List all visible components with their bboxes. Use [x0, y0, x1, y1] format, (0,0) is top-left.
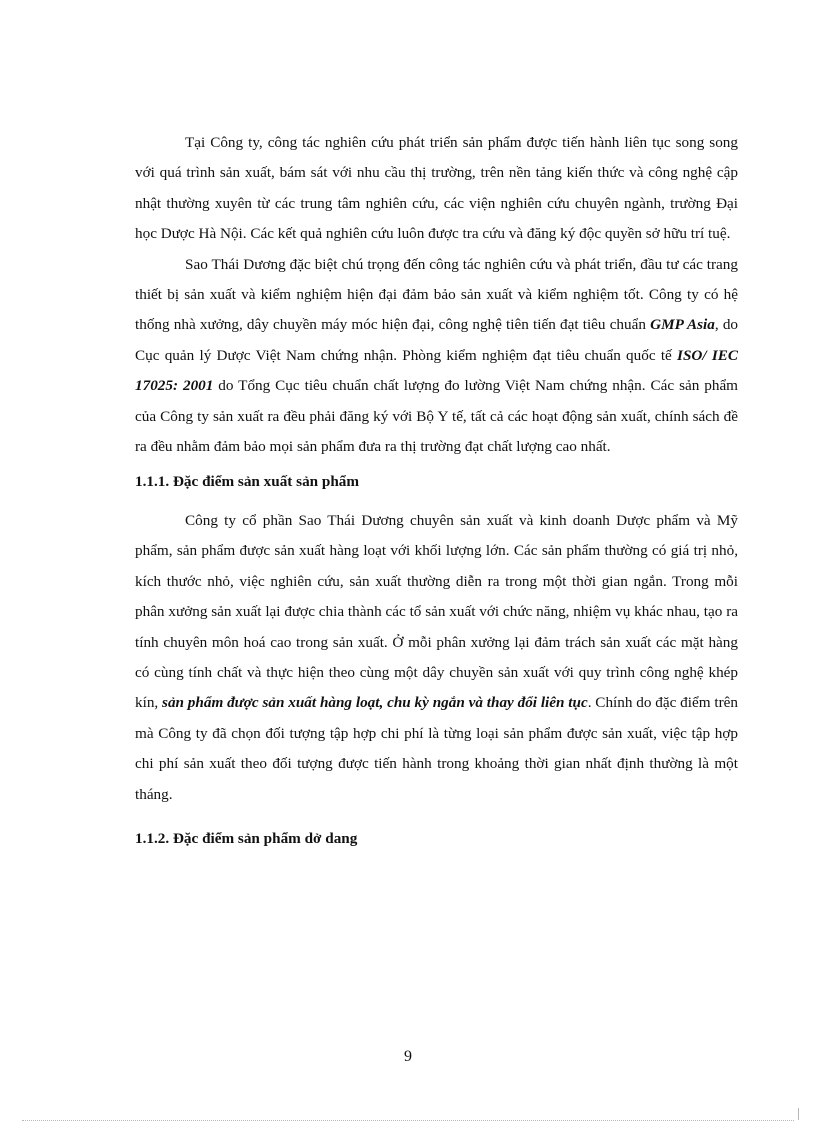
paragraph-production-text-2: . Chính do đặc điểm trên mà Công ty đã chọn đối tượng tập hợp chi phí là từng loại sản phẩm được sản xuất, việc tập hợp chi phí sản xuất theo đối tượng được tiến hành trong khoảng thời gian nhất định thường là một tháng. [135, 694, 738, 803]
document-body [135, 128, 738, 854]
section-heading-1-1-1: 1.1.1. Đặc điểm sản xuất sản phẩm [135, 473, 360, 491]
paragraph-rnd: Tại Công ty, công tác nghiên cứu phát triển sản phẩm được tiến hành liên tục song song với quá trình sản xuất, bám sát với nhu cầu thị trường, trên nền tảng kiến thức và công nghệ cập nhật thường xuyên từ các trung tâm nghiên cứu, các viện nghiên cứu chuyên ngành, trường Đại học Dược Hà Nội. Các kết quả nghiên cứu luôn được tra cứu và đăng ký độc quyền sở hữu trí tuệ. [135, 134, 738, 243]
paragraph-production-text-1: Công ty cổ phần Sao Thái Dương chuyên sản xuất và kinh doanh Dược phẩm và Mỹ phẩm, sản phẩm được sản xuất hàng loạt với khối lượng lớn. Các sản phẩm thường có giá trị nhỏ, kích thước nhỏ, việc nghiên cứu, sản xuất thường diễn ra trong một thời gian ngắn. Trong mỗi phân xưởng sản xuất lại được chia thành các tổ sản xuất với chức năng, nhiệm vụ khác nhau, tạo ra tính chuyên môn hoá cao trong sản xuất. Ở mỗi phân xưởng lại đảm trách sản xuất các mặt hàng có cùng tính chất và thực hiện theo cùng một dây chuyền sản xuất với quy trình công nghệ khép kín, [135, 511, 738, 712]
paragraph-facilities-text-3: do Tổng Cục tiêu chuẩn chất lượng đo lường Việt Nam chứng nhận. Các sản phẩm của Công ty sản xuất ra đều phải đăng ký với Bộ Y tế, tất cả các hoạt động sản xuất, chính sách đề ra đều nhằm đảm bảo mọi sản phẩm đưa ra thị trường đạt chất lượng cao nhất. [135, 377, 738, 456]
page-bottom-divider [22, 1120, 794, 1121]
section-heading-1-1-2: 1.1.2. Đặc điểm sản phẩm dở dang [135, 829, 358, 847]
production-emphasis: sản phẩm được sản xuất hàng loạt, chu kỳ ngắn và thay đổi liên tục [162, 694, 588, 712]
paragraph-production [135, 506, 738, 810]
paragraph-facilities [135, 250, 738, 463]
gmp-standard: GMP Asia [650, 316, 715, 334]
page-number: 9 [404, 1048, 412, 1065]
paragraph-facilities-text-1: Sao Thái Dương đặc biệt chú trọng đến công tác nghiên cứu và phát triển, đầu tư các trang thiết bị sản xuất và kiểm nghiệm hiện đại đảm bảo sản xuất và kiểm nghiệm tốt. Công ty có hệ thống nhà xưởng, dây chuyền máy móc hiện đại, công nghệ tiên tiến đạt tiêu chuẩn [135, 255, 738, 334]
page-corner-mark [798, 1108, 799, 1120]
iso-standard: ISO/ IEC 17025: 2001 [135, 346, 738, 395]
paragraph-facilities-text-2: , do Cục quản lý Dược Việt Nam chứng nhận. Phòng kiểm nghiệm đạt tiêu chuẩn quốc tế [135, 316, 739, 364]
